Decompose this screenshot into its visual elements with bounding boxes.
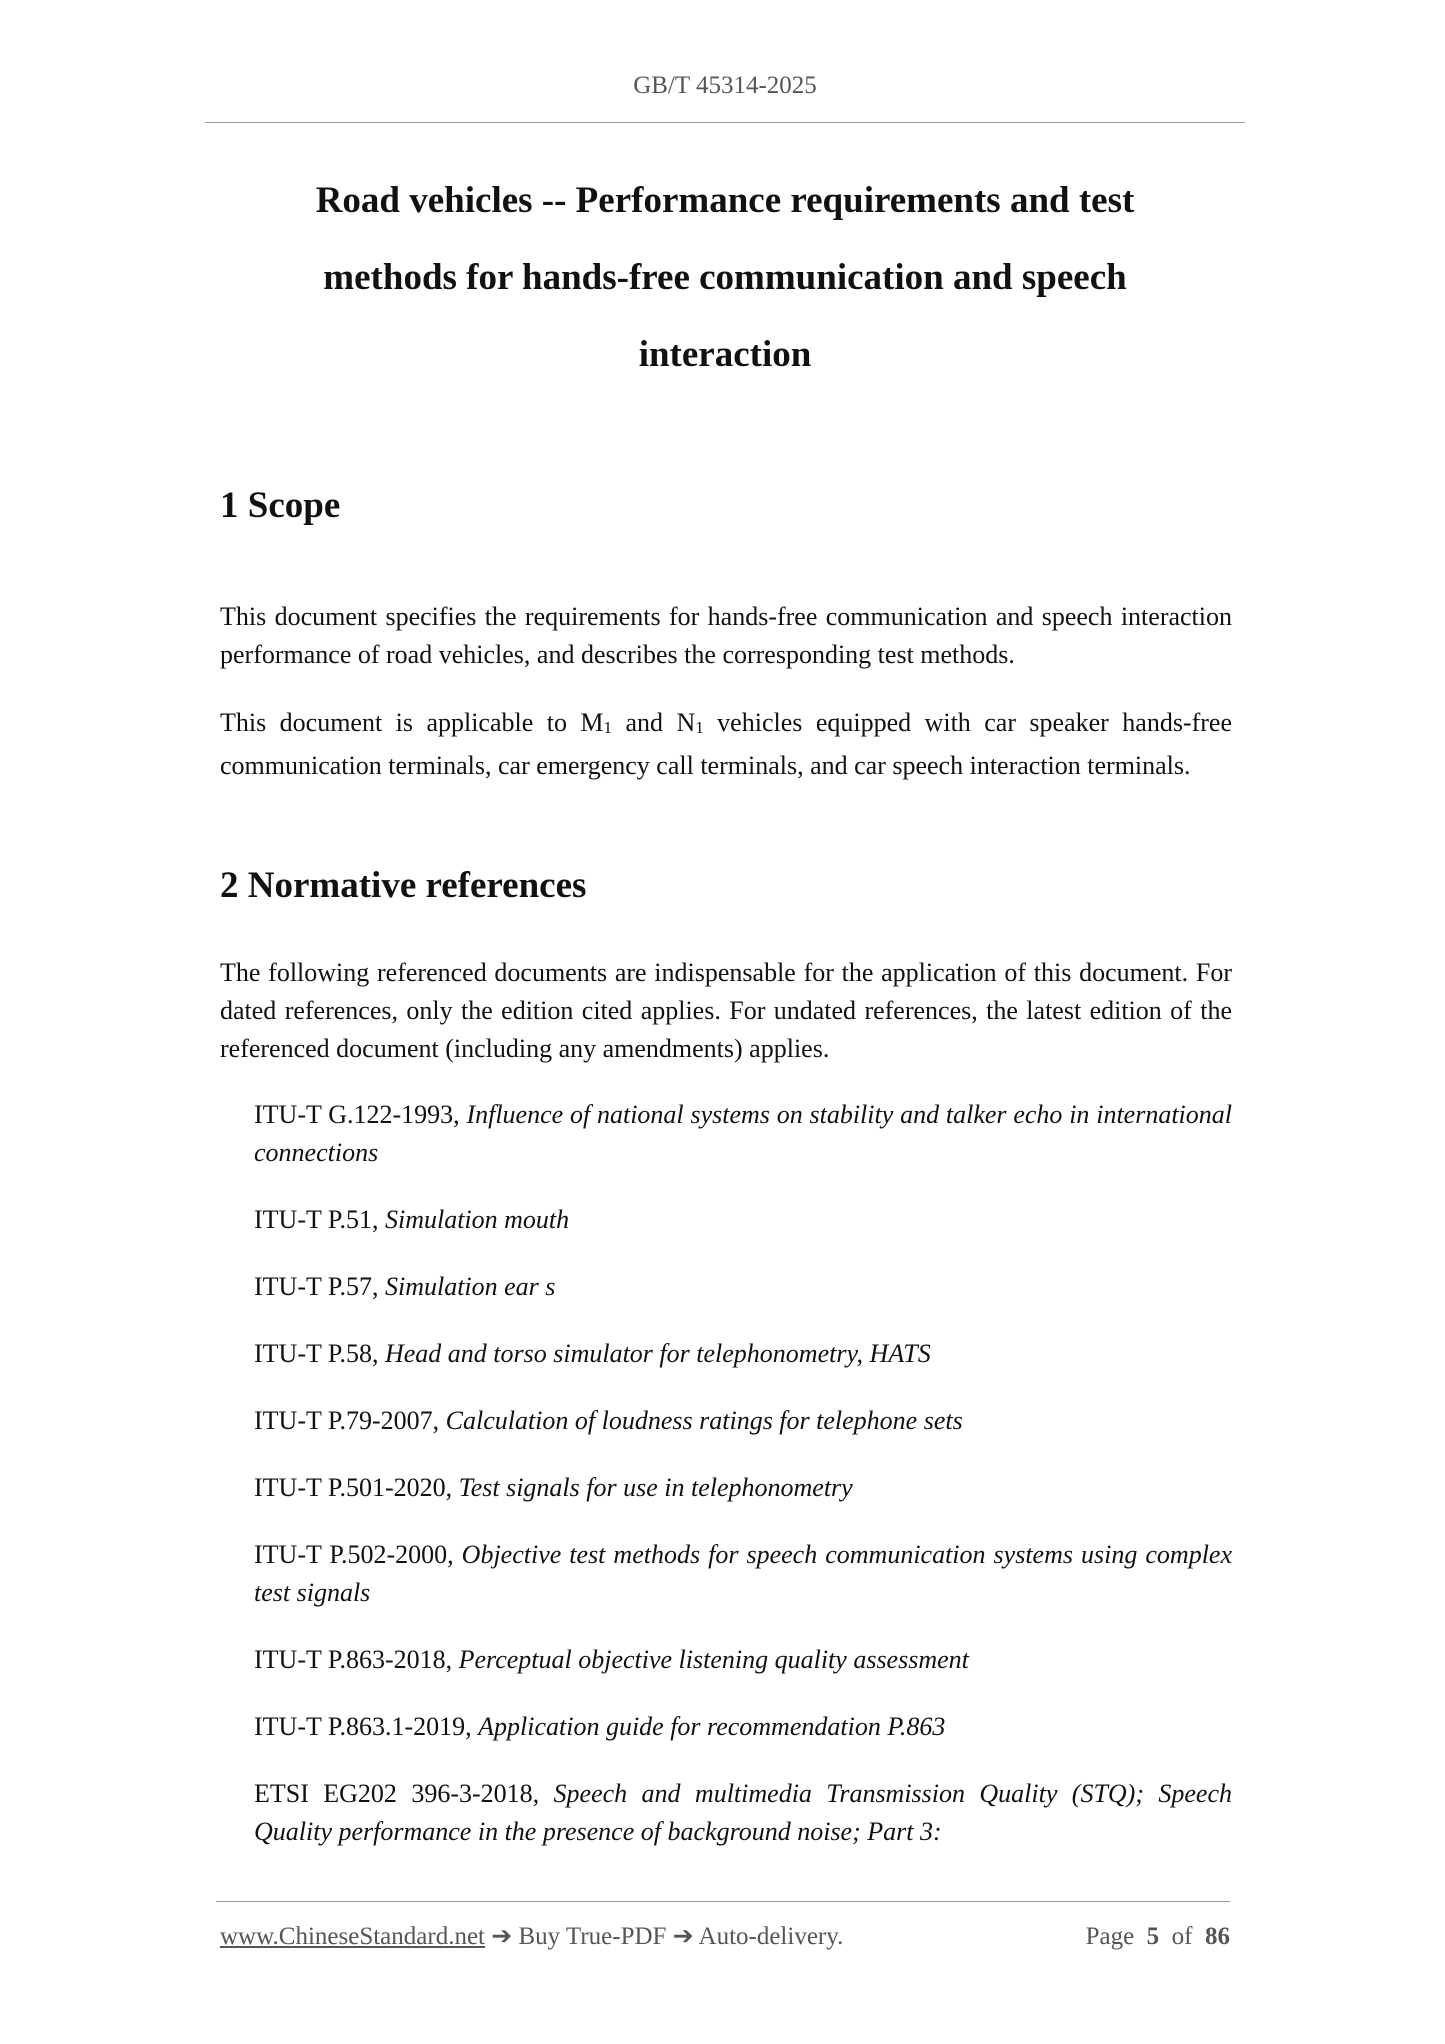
reference-item — [254, 1402, 1232, 1440]
reference-code: ITU-T P.51, — [254, 1205, 385, 1234]
reference-code: ITU-T P.58, — [254, 1339, 385, 1368]
reference-code: ITU-T P.57, — [254, 1272, 385, 1301]
reference-title: Speech and multimedia Transmission Quality (STQ); Speech Quality performance in the presence of background noise; Part 3: — [254, 1779, 1233, 1846]
text-run: and N — [612, 708, 696, 737]
reference-title: Test signals for use in telephonometry — [458, 1473, 853, 1502]
reference-item — [254, 1775, 1232, 1851]
scope-paragraph-1 — [220, 598, 1232, 674]
reference-code: ITU-T P.863.1-2019, — [254, 1712, 479, 1741]
reference-title: Simulation mouth — [384, 1205, 570, 1234]
reference-item — [254, 1708, 1232, 1746]
delivery-text: Auto-delivery. — [693, 1923, 844, 1950]
title-line: Road vehicles -- Performance requirements and test — [315, 180, 1135, 221]
page-header: GB/T 45314-2025 — [633, 72, 817, 99]
reference-code: ETSI EG202 396-3-2018, — [254, 1779, 554, 1808]
reference-code: ITU-T P.502-2000, — [254, 1540, 462, 1569]
of-label: of — [1171, 1923, 1193, 1950]
paragraph: The following referenced documents are indispensable for the application of this document. For dated references, only the edition cited applies. For undated references, the latest edition of the referenced document (including any amendments) applies. — [220, 958, 1232, 1063]
arrow-icon: ➔ — [672, 1923, 694, 1950]
paragraph: This document specifies the requirements for hands-free communication and speech interaction performance of road vehicles, and describes the corresponding test methods. — [220, 602, 1232, 669]
reference-title: Objective test methods for speech communication systems using complex test signals — [254, 1540, 1232, 1607]
reference-item — [254, 1536, 1232, 1612]
buy-text: Buy True-PDF — [512, 1923, 673, 1950]
reference-item — [254, 1201, 1232, 1239]
text-run: This document is applicable to M — [220, 708, 604, 737]
reference-item — [254, 1469, 1232, 1507]
reference-title: Perceptual objective listening quality assessment — [458, 1645, 969, 1674]
section-scope-heading — [220, 484, 1232, 528]
title-line: methods for hands-free communication and speech — [323, 257, 1127, 298]
site-link[interactable]: www.ChineseStandard.net — [220, 1923, 485, 1950]
header-divider — [205, 122, 1245, 123]
section-heading: 2 Normative references — [220, 865, 587, 906]
footer-divider — [216, 1901, 1230, 1902]
references-intro — [220, 954, 1232, 1068]
reference-title: Simulation ear s — [384, 1272, 556, 1301]
reference-item — [254, 1268, 1232, 1306]
section-heading: 1 Scope — [220, 485, 341, 526]
title-line: interaction — [638, 334, 812, 375]
reference-code: ITU-T P.501-2020, — [254, 1473, 459, 1502]
footer-promo — [220, 1920, 843, 1954]
section-references-heading — [220, 864, 1232, 908]
reference-title: Head and torso simulator for telephonometry, HATS — [384, 1339, 931, 1368]
text-run: vehicles equipped with car speaker hands-free communication terminals, car emergency call terminals, and car speech interaction terminals. — [220, 708, 1232, 780]
document-title — [220, 162, 1230, 393]
arrow-icon: ➔ — [491, 1923, 513, 1950]
reference-title: Application guide for recommendation P.863 — [478, 1712, 946, 1741]
reference-code: ITU-T G.122-1993, — [254, 1100, 467, 1129]
reference-item — [254, 1641, 1232, 1679]
reference-title: Influence of national systems on stability and talker echo in international connections — [254, 1100, 1233, 1167]
subscript: 1 — [603, 718, 613, 737]
page-label: Page — [1085, 1923, 1135, 1950]
page-number: 5 — [1146, 1923, 1160, 1950]
paragraph — [220, 704, 1232, 785]
scope-paragraph-2 — [220, 704, 1232, 785]
reference-title: Calculation of loudness ratings for telephone sets — [445, 1406, 963, 1435]
subscript: 1 — [695, 718, 704, 737]
reference-item — [254, 1335, 1232, 1373]
reference-code: ITU-T P.863-2018, — [254, 1645, 459, 1674]
page-counter — [1086, 1920, 1230, 1954]
reference-item — [254, 1096, 1232, 1172]
total-pages: 86 — [1205, 1923, 1230, 1950]
reference-code: ITU-T P.79-2007, — [254, 1406, 446, 1435]
